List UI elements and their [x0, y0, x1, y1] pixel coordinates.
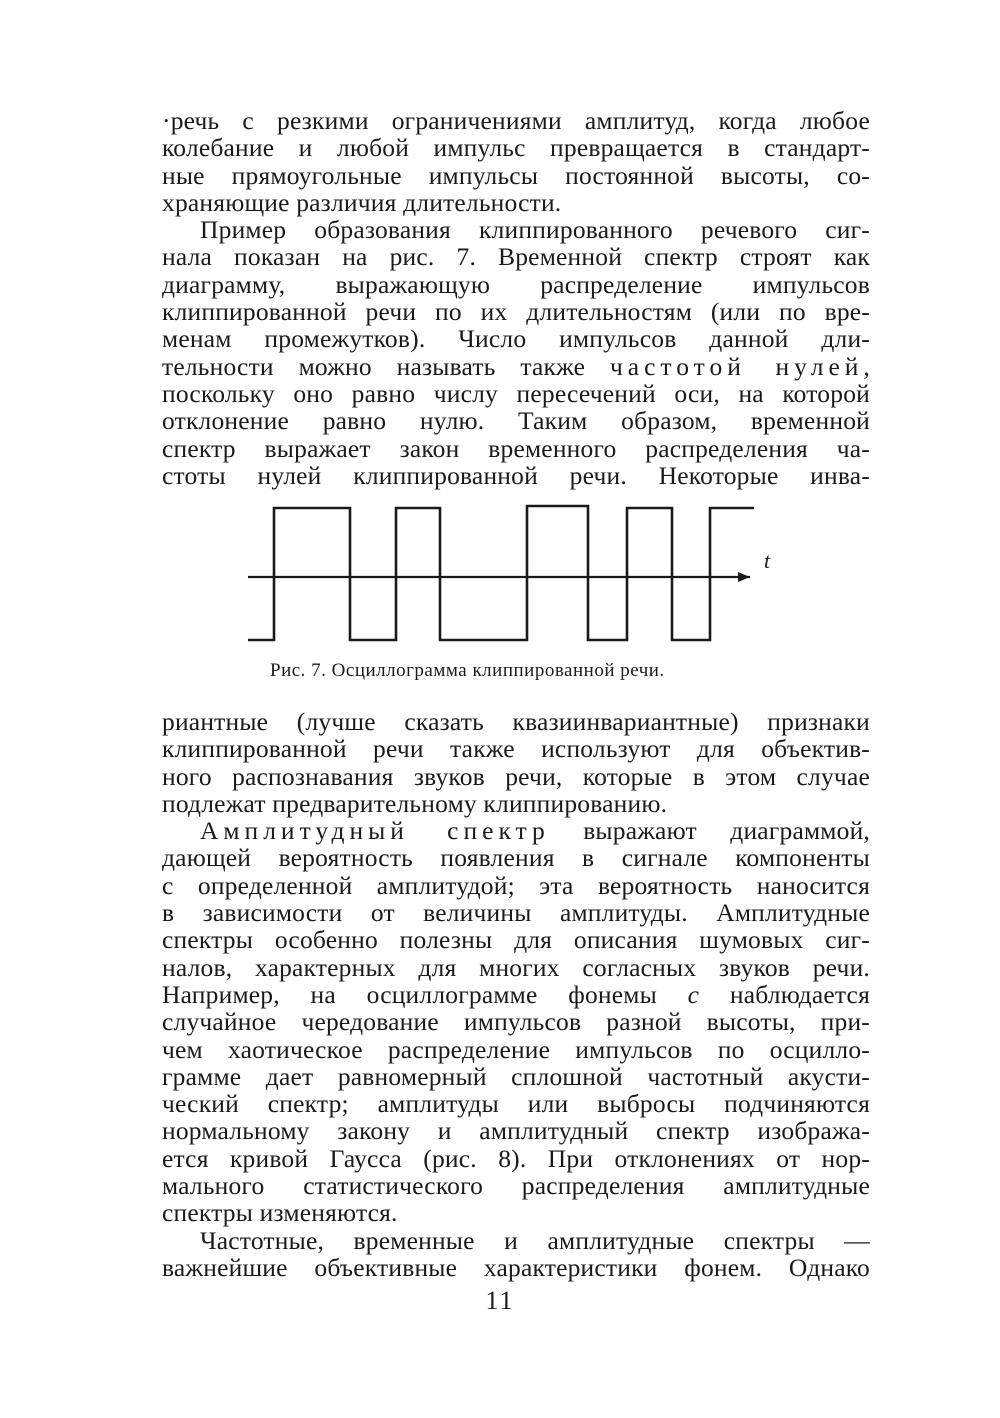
text-line: клиппированной речи также используют для объектив-: [162, 734, 870, 764]
axis-label-t: t: [764, 548, 771, 573]
text-fragment: Например, на осциллограмме фонемы: [162, 979, 688, 1009]
text-line: риантные (лучше сказать квазиинвариантные) признаки: [162, 707, 870, 736]
text-line: нормальному закону и амплитудный спектр изобража-: [162, 1116, 870, 1146]
text-line: стоты нулей клиппированной речи. Некоторые инва-: [162, 460, 870, 490]
text-line: с определенной амплитудой; эта вероятность наносится: [162, 870, 870, 900]
figure-caption: Рис. 7. Осциллограмма клиппированной речи.: [270, 660, 665, 681]
text-line: налов, характерных для многих согласных звуков речи.: [162, 952, 870, 982]
oscillogram-figure: [240, 492, 800, 652]
text-line: ного распознавания звуков речи, которые в этом случае: [162, 761, 870, 791]
emphasized-term: Амплитудный спектр: [200, 816, 550, 846]
text-fragment: тельности можно называть также: [162, 351, 610, 381]
text-line: [162, 817, 870, 844]
clipped-speech-waveform: [240, 492, 800, 652]
text-line: дающей вероятность появления в сигнале компоненты: [162, 843, 870, 873]
text-line: колебание и любой импульс превращается в стандарт-: [162, 133, 870, 163]
text-line: [162, 981, 870, 1008]
text-line: поскольку оно равно числу пересечений оси, на которой: [162, 378, 870, 408]
phoneme-symbol: с: [687, 979, 700, 1009]
text-line: в зависимости от величины амплитуды. Амплитудные: [162, 898, 870, 928]
text-line: ется кривой Гаусса (рис. 8). При отклонениях от нор-: [162, 1143, 870, 1173]
text-line: клиппированной речи по их длительностям (или по вре-: [162, 297, 870, 327]
text-fragment: выражают диаграммой,: [549, 816, 871, 846]
text-line: спектры изменяются.: [162, 1198, 398, 1228]
text-line: храняющие различия длительности.: [162, 187, 562, 217]
emphasized-term: частотой нулей: [609, 351, 864, 381]
text-line: Частотные, временные и амплитудные спектры —: [200, 1225, 870, 1255]
text-line: [162, 353, 870, 380]
text-line: отклонение равно нулю. Таким образом, временной: [162, 406, 870, 436]
text-fragment: наблюдается: [699, 979, 870, 1009]
text-line: Пример образования клиппированного речевого сиг-: [200, 215, 870, 245]
text-fragment: ,: [863, 351, 870, 381]
paragraph-block-bottom: [162, 708, 870, 1281]
text-line: ческий спектр; амплитуды или выбросы подчиняются: [162, 1089, 870, 1119]
text-line: ные прямоугольные импульсы постоянной высоты, со-: [162, 160, 870, 190]
text-line: спектр выражает закон временного распределения ча-: [162, 433, 870, 463]
text-line: чем хаотическое распределение импульсов по осцилло-: [162, 1034, 870, 1064]
paragraph-block-top: [162, 107, 870, 489]
text-line: менам промежутков). Число импульсов данной дли-: [162, 324, 870, 354]
text-line: диаграмму, выражающую распределение импульсов: [162, 269, 870, 299]
axis-arrow-icon: [738, 572, 750, 582]
text-line: мального статистического распределения амплитудные: [162, 1171, 870, 1201]
text-line: спектры особенно полезны для описания шумовых сиг-: [162, 925, 870, 955]
text-line: грамме дает равномерный сплошной частотный акусти-: [162, 1061, 870, 1091]
text-line: ·речь с резкими ограничениями амплитуд, когда любое: [162, 106, 870, 135]
text-line: нала показан на рис. 7. Временной спектр строят как: [162, 242, 870, 272]
waveform-line: [248, 506, 754, 640]
text-line: случайное чередование импульсов разной высоты, при-: [162, 1007, 870, 1037]
text-line: подлежат предварительному клиппированию.: [162, 788, 668, 818]
text-line: важнейшие объективные характеристики фонем. Однако: [162, 1252, 870, 1282]
page-number: 11: [485, 1286, 515, 1315]
